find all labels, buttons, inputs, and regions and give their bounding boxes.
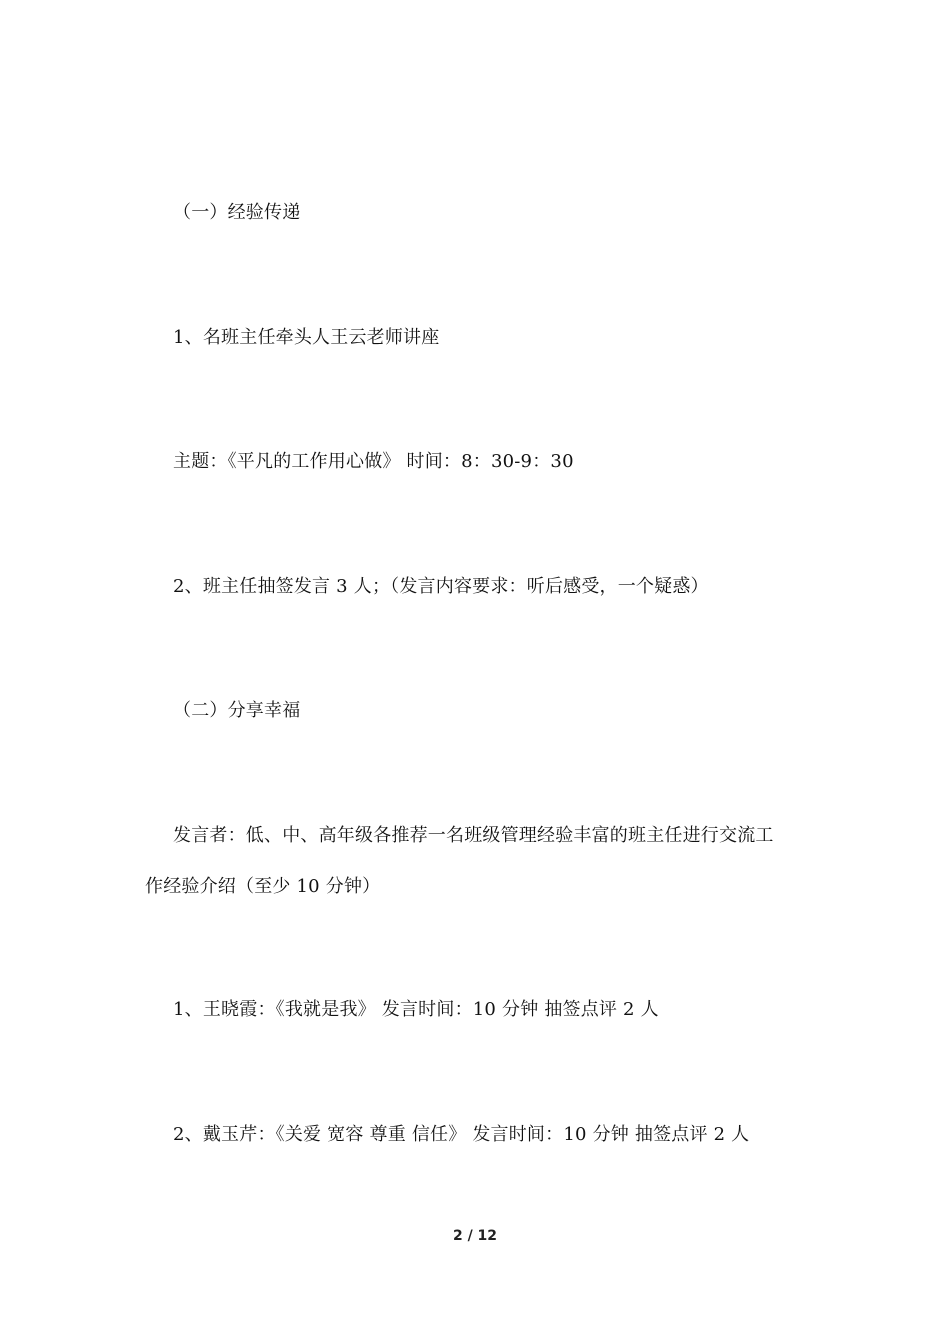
section-heading-1: （一）经验传递 [173,202,301,223]
paragraph-lecture: 1、名班主任牵头人王云老师讲座 [173,327,440,348]
paragraph-speech-lottery: 2、班主任抽签发言 3 人；（发言内容要求：听后感受，一个疑惑） [173,576,709,597]
speaker-item-1: 1、王晓霞：《我就是我》 发言时间：10 分钟 抽签点评 2 人 [173,999,659,1020]
paragraph-speakers-line1: 发言者：低、中、高年级各推荐一名班级管理经验丰富的班主任进行交流工 [173,825,774,846]
paragraph-topic-time: 主题：《平凡的工作用心做》 时间：8：30-9：30 [173,451,574,472]
section-heading-2: （二）分享幸福 [173,700,301,721]
page-number: 2 / 12 [452,1228,498,1244]
paragraph-speakers-line2: 作经验介绍（至少 10 分钟） [145,876,381,897]
speaker-item-2: 2、戴玉芹：《关爱 宽容 尊重 信任》 发言时间：10 分钟 抽签点评 2 人 [173,1124,750,1145]
